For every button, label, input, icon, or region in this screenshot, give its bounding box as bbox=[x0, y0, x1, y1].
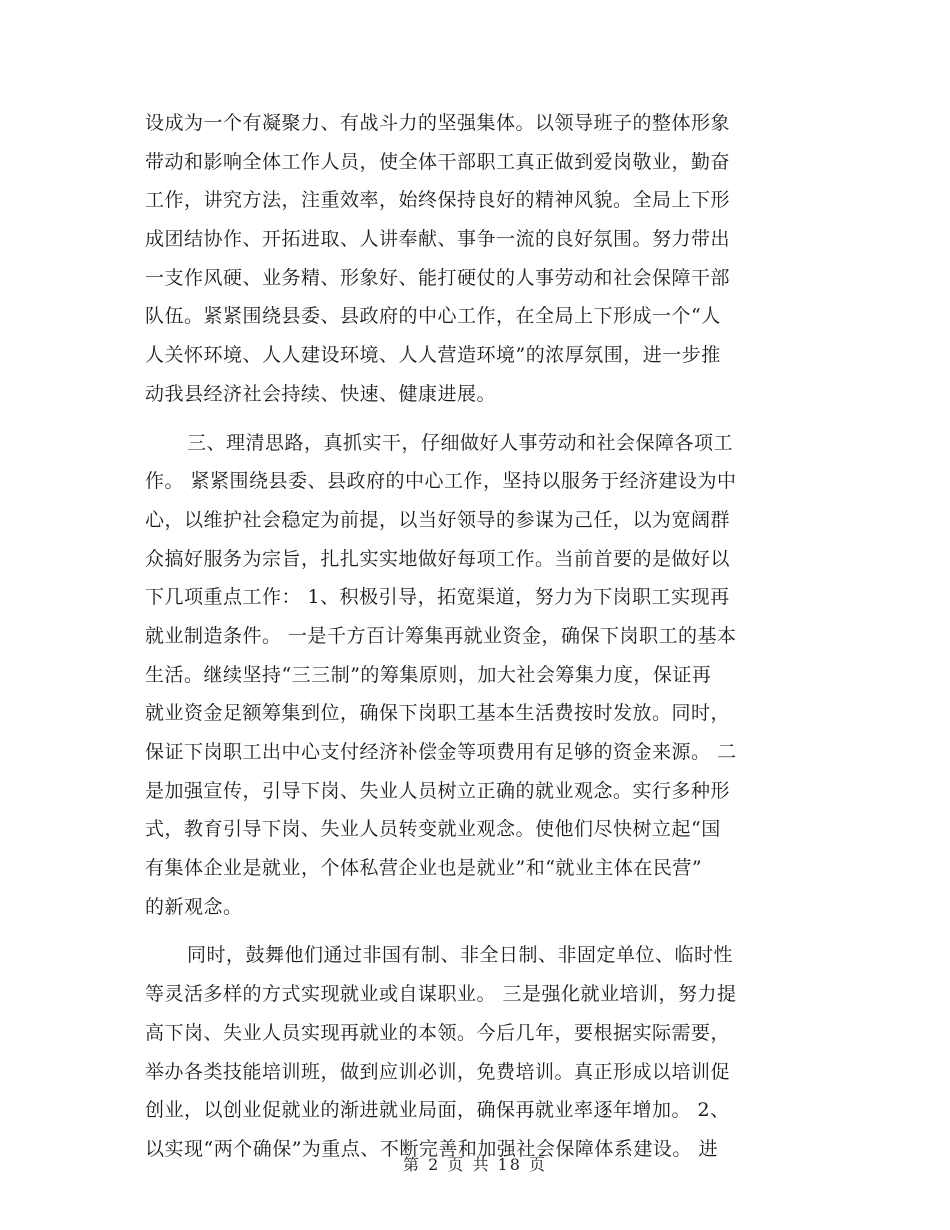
text-line: 就业资金足额筹集到位，确保下岗职工基本生活费按时发放。同时， bbox=[145, 702, 731, 725]
paragraph bbox=[145, 424, 815, 927]
paragraph bbox=[145, 104, 815, 414]
text-line: 的新观念。 bbox=[145, 895, 243, 918]
text-line: 就业制造条件。 一是千方百计筹集再就业资金，确保下岗职工的基本 bbox=[145, 624, 737, 647]
text-line: 动我县经济社会持续、快速、健康进展。 bbox=[145, 382, 497, 405]
text-line: 作。 紧紧围绕县委、县政府的中心工作，坚持以服务于经济建设为中 bbox=[145, 470, 737, 493]
document-body bbox=[145, 104, 815, 1169]
text-line: 心，以维护社会稳定为前提，以当好领导的参谋为己任，以为宽阔群 bbox=[145, 508, 731, 531]
text-line: 高下岗、失业人员实现再就业的本领。今后几年，要根据实际需要， bbox=[145, 1021, 731, 1044]
text-line: 众搞好服务为宗旨，扎扎实实地做好每项工作。当前首要的是做好以 bbox=[145, 547, 731, 570]
text-line: 三、理清思路，真抓实干，仔细做好人事劳动和社会保障各项工 bbox=[187, 431, 734, 454]
text-line: 设成为一个有凝聚力、有战斗力的坚强集体。以领导班子的整体形象 bbox=[145, 112, 731, 134]
text-line: 成团结协作、开拓进取、人讲奉献、事争一流的良好氛围。努力带出 bbox=[145, 228, 731, 251]
text-line: 有集体企业是就业，个体私营企业也是就业”和“就业主体在民营” bbox=[145, 857, 703, 880]
text-line: 式，教育引导下岗、失业人员转变就业观念。使他们尽快树立起“国 bbox=[145, 818, 721, 841]
text-line: 以实现“两个确保”为重点、不断完善和加强社会保障体系建设。 进 bbox=[145, 1137, 718, 1160]
text-line: 带动和影响全体工作人员，使全体干部职工真正做到爱岗敬业，勤奋 bbox=[145, 150, 731, 173]
text-line: 生活。继续坚持“三三制”的筹集原则，加大社会筹集力度，保证再 bbox=[145, 663, 712, 686]
text-line: 保证下岗职工出中心支付经济补偿金等项费用有足够的资金来源。 二 bbox=[145, 741, 737, 763]
text-line: 创业，以创业促就业的渐进就业局面，确保再就业率逐年增加。 2、 bbox=[145, 1099, 730, 1122]
text-line: 工作，讲究方法，注重效率，始终保持良好的精神风貌。全局上下形 bbox=[145, 189, 731, 212]
text-line: 一支作风硬、业务精、形象好、能打硬仗的人事劳动和社会保障干部 bbox=[145, 266, 731, 289]
text-line: 举办各类技能培训班，做到应训必训，免费培训。真正形成以培训促 bbox=[145, 1060, 731, 1083]
text-line: 人关怀环境、人人建设环境、人人营造环境”的浓厚氛围，进一步推 bbox=[145, 344, 721, 367]
text-line: 是加强宣传，引导下岗、失业人员树立正确的就业观念。实行多种形 bbox=[145, 779, 731, 802]
text-line: 同时，鼓舞他们通过非国有制、非全日制、非固定单位、临时性 bbox=[187, 944, 734, 967]
text-line: 下几项重点工作： 1、积极引导，拓宽渠道，努力为下岗职工实现再 bbox=[145, 586, 730, 609]
paragraph bbox=[145, 936, 815, 1168]
text-line: 等灵活多样的方式实现就业或自谋职业。 三是强化就业培训，努力提 bbox=[145, 983, 737, 1006]
text-line: 队伍。紧紧围绕县委、县政府的中心工作，在全局上下形成一个“人 bbox=[145, 305, 721, 328]
page-number-footer: 第 2 页 共 18 页 bbox=[403, 1155, 547, 1174]
